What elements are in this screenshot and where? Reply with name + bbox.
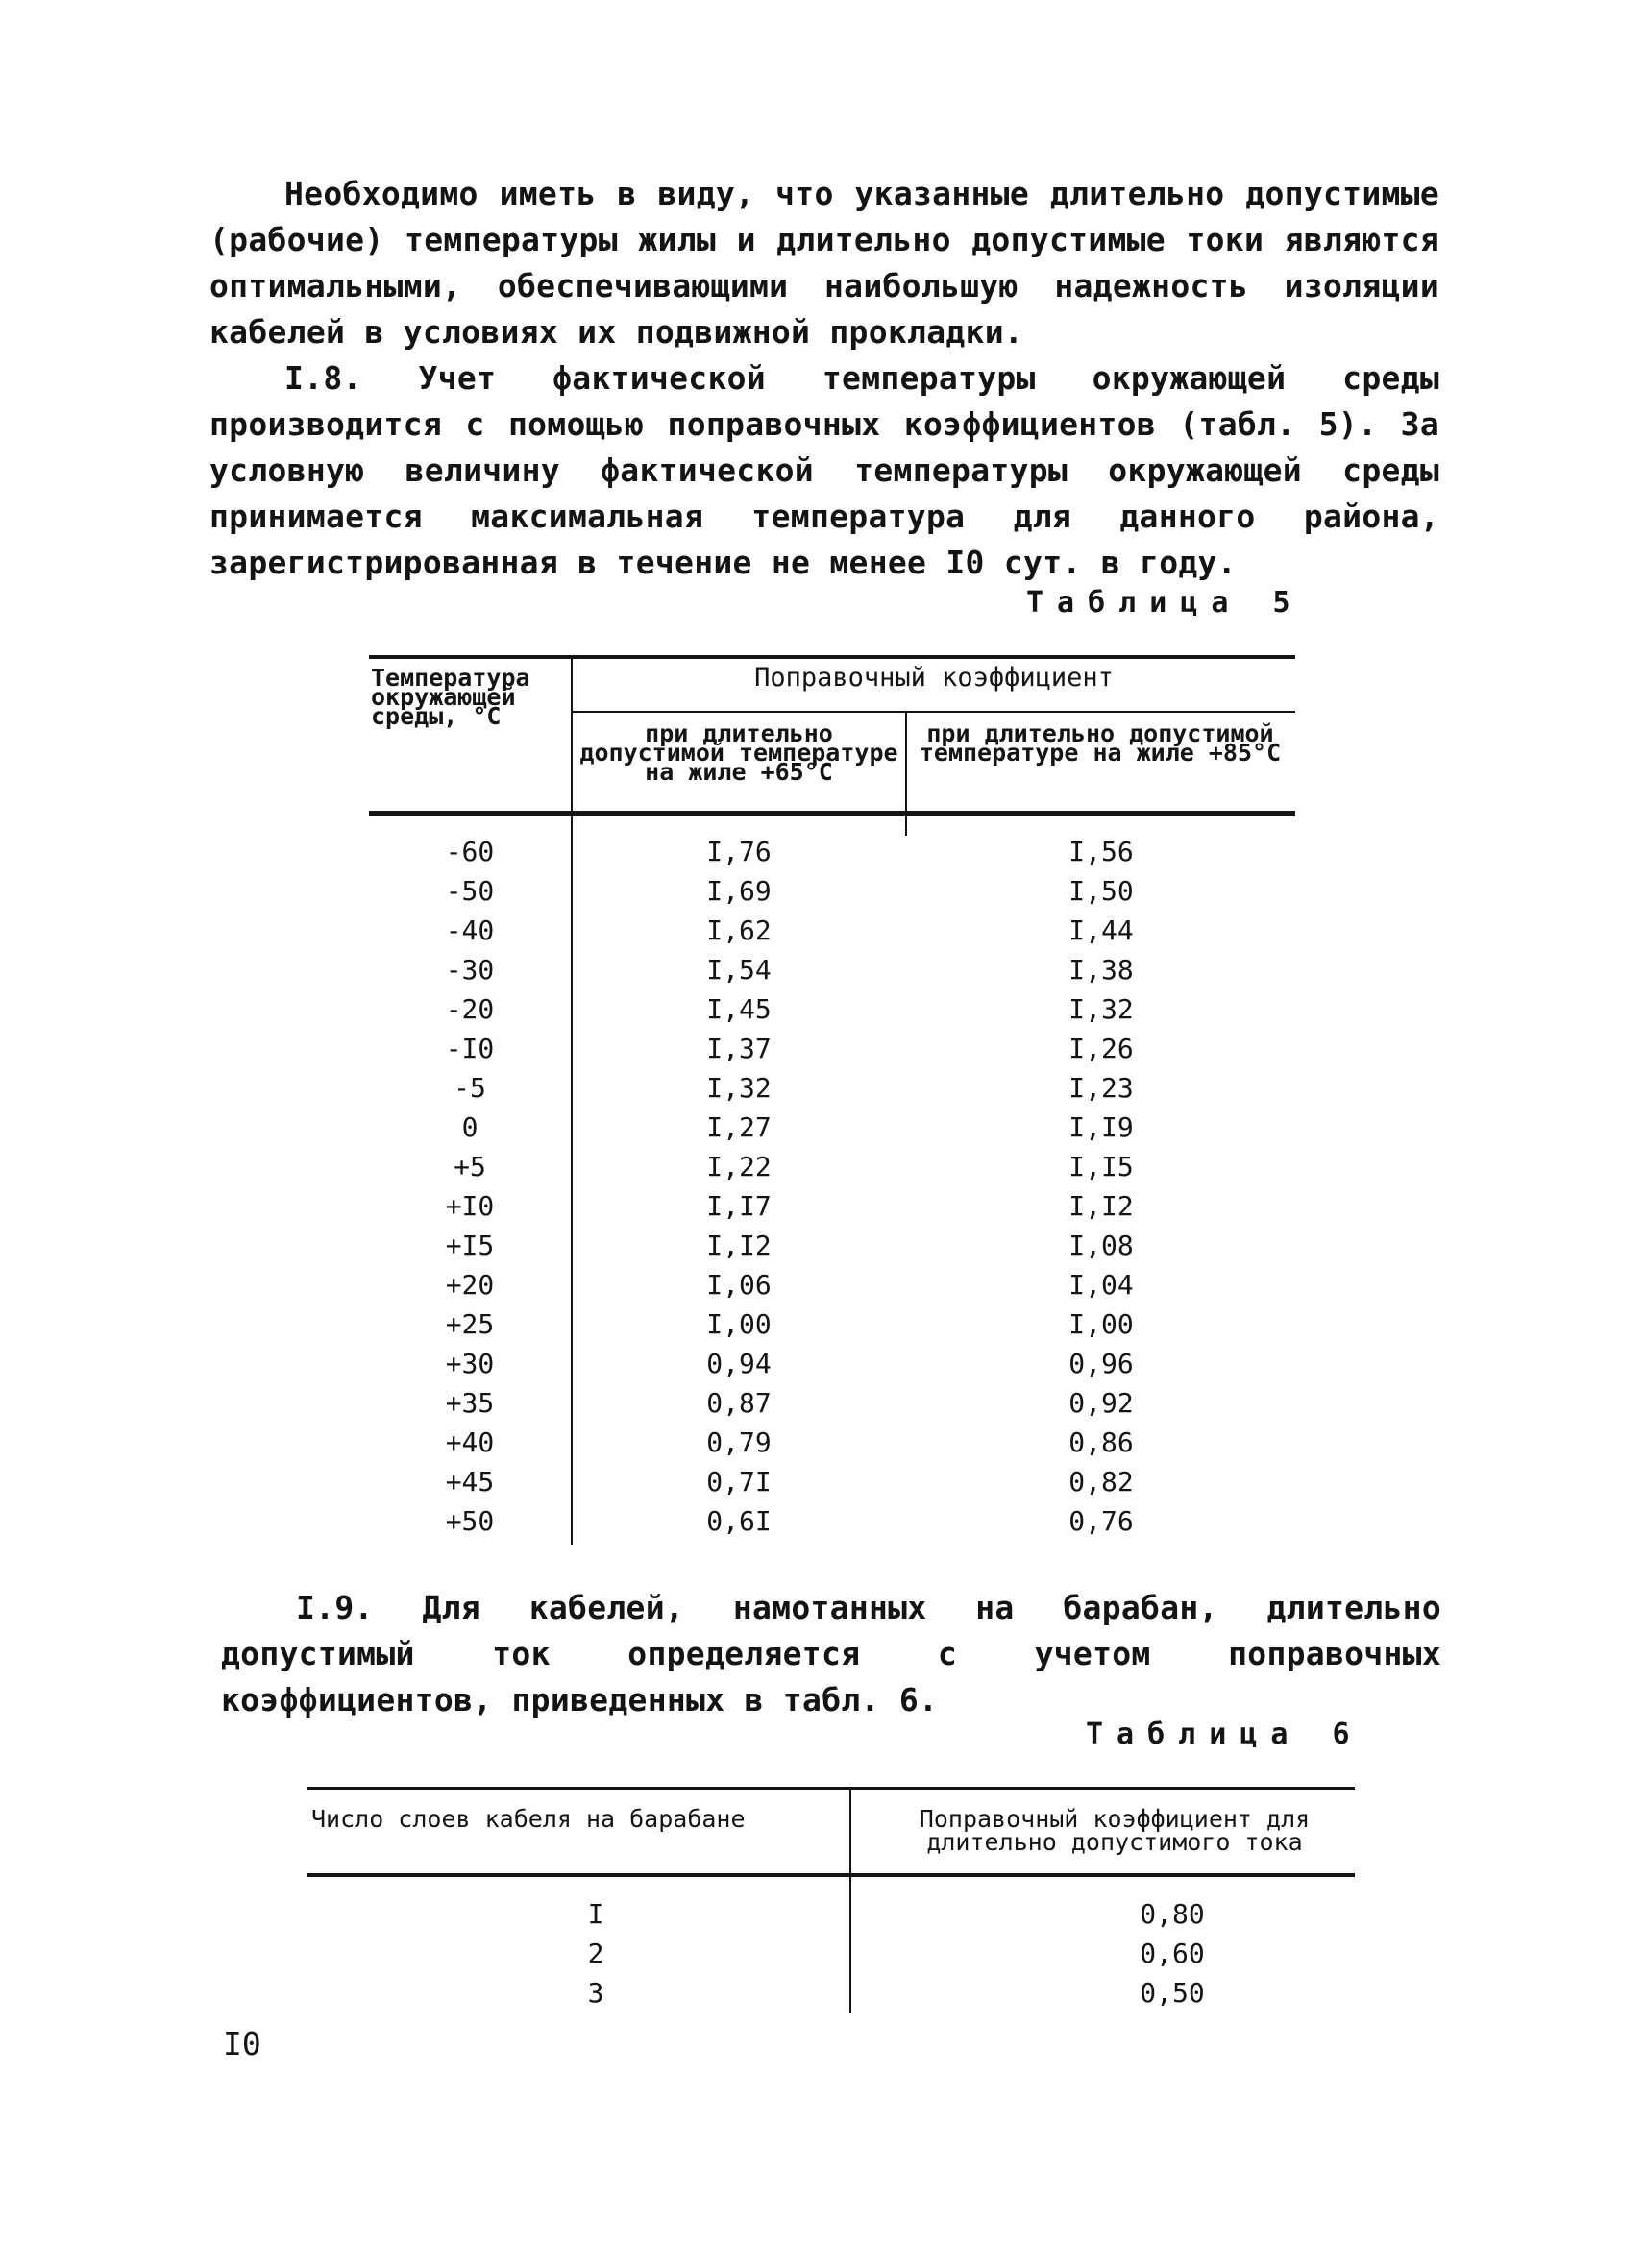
table-row (369, 950, 1295, 989)
cell-k65: I,22 (706, 1151, 772, 1183)
table-row (369, 1462, 1295, 1501)
table-5-group-header: Поправочный коэффициент (754, 663, 1114, 693)
cell-k85: I,50 (1068, 875, 1134, 907)
paragraph-1-8 (209, 355, 1439, 586)
cell-coef: 0,50 (1140, 1977, 1205, 2009)
table-row (369, 1305, 1295, 1344)
table-6-caption: Таблица 6 (1086, 1718, 1363, 1751)
cell-k85: I,04 (1068, 1269, 1134, 1301)
cell-temp: +35 (445, 1387, 495, 1419)
cell-k65: I,45 (706, 993, 772, 1025)
cell-temp: +30 (445, 1348, 495, 1379)
cell-k65: 0,87 (706, 1387, 772, 1419)
cell-temp: +50 (445, 1505, 495, 1537)
cell-k65: I,69 (706, 875, 772, 907)
table-row (369, 1501, 1295, 1541)
table-row (369, 1423, 1295, 1462)
table-6-coef-header: Поправочный коэффициент для длительно допустимого тока (919, 1805, 1311, 1856)
cell-k85: I,44 (1068, 915, 1134, 946)
cell-k65: I,37 (706, 1033, 772, 1064)
cell-k85: 0,86 (1068, 1427, 1134, 1458)
table-row (369, 1186, 1295, 1226)
table-row (369, 1265, 1295, 1305)
paragraph-note-text: Необходимо иметь в виду, что указанные длительно допустимые (рабочие) температуры жилы и длительно допустимые токи являются оптимальными, обеспечивающими наибольшую надежность изоляции кабелей в условиях их подвижной прокладки. (209, 175, 1439, 351)
cell-k85: I,38 (1068, 954, 1134, 986)
cell-k85: I,I9 (1068, 1111, 1134, 1143)
page-number: I0 (223, 2025, 261, 2062)
table-row (369, 911, 1295, 950)
table-5-top-rule (369, 655, 1295, 659)
cell-k65: I,27 (706, 1111, 772, 1143)
cell-temp: +I5 (445, 1230, 495, 1261)
cell-coef: 0,60 (1140, 1938, 1205, 1969)
cell-k65: I,I2 (706, 1230, 772, 1261)
cell-temp: -20 (445, 993, 495, 1025)
table-row (307, 1934, 1355, 1973)
table-row (369, 1226, 1295, 1265)
paragraph-1-8-text: I.8. Учет фактической температуры окружающей среды производится с помощью поправочных коэффициентов (табл. 5). За условную величину фактической температуры окружающей среды принимается максимальная температура для данного района, зарегистрированная в течение не менее I0 сут. в году. (209, 359, 1439, 581)
cell-k65: 0,6I (706, 1505, 772, 1537)
cell-temp: -60 (445, 836, 495, 867)
cell-layers: 2 (587, 1938, 604, 1969)
table-6-header-rule (307, 1873, 1355, 1877)
table-5-sub-header-85: при длительно допустимой температуре на жиле +85°С (919, 719, 1282, 767)
paragraph-1-9 (221, 1585, 1441, 1723)
cell-k85: 0,96 (1068, 1348, 1134, 1379)
cell-k65: I,32 (706, 1072, 772, 1104)
table-row (369, 1108, 1295, 1147)
cell-temp: -5 (454, 1072, 486, 1104)
cell-temp: 0 (461, 1111, 479, 1143)
table-5-col-divider-2 (905, 711, 907, 836)
cell-temp: +40 (445, 1427, 495, 1458)
table-5-header-rule (369, 811, 1295, 816)
cell-temp: +25 (445, 1308, 495, 1340)
cell-k65: I,62 (706, 915, 772, 946)
cell-k85: I,56 (1068, 836, 1134, 867)
table-row (369, 1147, 1295, 1186)
cell-temp: +5 (454, 1151, 486, 1183)
cell-k65: I,00 (706, 1308, 772, 1340)
cell-k85: I,23 (1068, 1072, 1134, 1104)
table-row (369, 1068, 1295, 1108)
cell-k85: I,08 (1068, 1230, 1134, 1261)
table-row (307, 1973, 1355, 2012)
cell-temp: -40 (445, 915, 495, 946)
cell-k85: 0,76 (1068, 1505, 1134, 1537)
table-6-top-rule (307, 1787, 1355, 1790)
cell-k85: I,I2 (1068, 1190, 1134, 1222)
table-5-sub-header-65: при длительно допустимой температуре на жиле +65°С (579, 719, 898, 786)
cell-k65: I,54 (706, 954, 772, 986)
table-row (369, 1383, 1295, 1423)
cell-k85: I,00 (1068, 1308, 1134, 1340)
cell-temp: +I0 (445, 1190, 495, 1222)
cell-k65: 0,94 (706, 1348, 772, 1379)
table-5-group-rule (573, 711, 1295, 713)
cell-k65: 0,79 (706, 1427, 772, 1458)
paragraph-note (209, 171, 1439, 355)
cell-temp: -50 (445, 875, 495, 907)
table-5 (369, 655, 1295, 1545)
cell-temp: +45 (445, 1466, 495, 1498)
cell-temp: +20 (445, 1269, 495, 1301)
cell-k65: I,76 (706, 836, 772, 867)
table-row (369, 989, 1295, 1029)
table-row (307, 1894, 1355, 1934)
cell-k85: I,I5 (1068, 1151, 1134, 1183)
table-row (369, 1029, 1295, 1068)
table-6-layers-header: Число слоев кабеля на барабане (311, 1805, 746, 1833)
table-row (369, 1344, 1295, 1383)
cell-k85: I,32 (1068, 993, 1134, 1025)
table-6 (307, 1787, 1355, 2013)
table-row (369, 871, 1295, 911)
cell-layers: 3 (587, 1977, 604, 2009)
cell-k85: 0,92 (1068, 1387, 1134, 1419)
cell-k65: I,I7 (706, 1190, 772, 1222)
cell-k65: I,06 (706, 1269, 772, 1301)
table-5-temp-header: Температура окружающей среды, °С (371, 664, 530, 730)
table-5-caption: Таблица 5 (1026, 586, 1304, 620)
cell-layers: I (587, 1898, 604, 1930)
paragraph-1-9-text: I.9. Для кабелей, намотанных на барабан, длительно допустимый ток определяется с учетом поправочных коэффициентов, приведенных в табл. 6. (221, 1589, 1441, 1719)
table-row (369, 832, 1295, 871)
cell-k65: 0,7I (706, 1466, 772, 1498)
cell-k85: I,26 (1068, 1033, 1134, 1064)
cell-coef: 0,80 (1140, 1898, 1205, 1930)
cell-temp: -30 (445, 954, 495, 986)
cell-temp: -I0 (445, 1033, 495, 1064)
cell-k85: 0,82 (1068, 1466, 1134, 1498)
